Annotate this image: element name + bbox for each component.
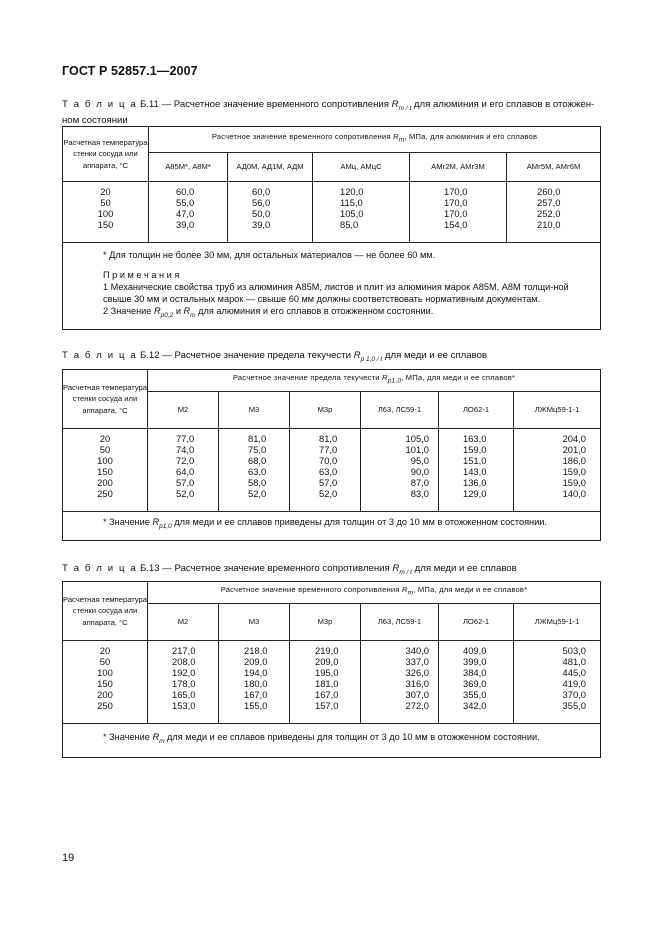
value-column: 217,0 208,0 192,0 178,0 165,0 153,0 <box>148 641 219 724</box>
page-header: ГОСТ Р 52857.1—2007 <box>62 64 198 78</box>
caption-tail: для меди и ее сплавов <box>411 563 517 574</box>
value-column: 218,0 209,0 194,0 180,0 167,0 155,0 <box>219 641 290 724</box>
span-header: Расчетное значение временного сопротивления $R_m$, МПа, для меди и ее сплавов* <box>148 582 601 604</box>
value-column: 409,0 399,0 384,0 369,0 355,0 342,0 <box>439 641 514 724</box>
table-notes <box>63 243 601 330</box>
footnote: * Для толщин не более 30 мм, для остальных материалов — не более 60 мм. <box>103 250 436 260</box>
temp-header: Расчетная температура стенки сосуда или аппарата, °С <box>63 370 148 429</box>
column-header: ЛЖМц59-1-1 <box>514 392 601 429</box>
table-notes <box>63 724 601 758</box>
caption-text: Б.12 — Расчетное значение предела текучести <box>139 350 351 361</box>
column-header: М3 <box>219 604 290 641</box>
table-b11-caption <box>62 99 602 128</box>
temperature-column: 20 50 100 150 200 250 <box>63 641 148 724</box>
column-header: М2 <box>148 604 219 641</box>
value-column: 204,0 201,0 186,0 159,0 159,0 140,0 <box>514 429 601 512</box>
caption-tail: для алюминия и его сплавов в отожжен- <box>411 99 595 110</box>
value-column: 60,0 55,0 47,0 39,0 <box>149 182 228 243</box>
column-header: ЛО62-1 <box>439 604 514 641</box>
caption-label: Т а б л и ц а <box>62 563 138 574</box>
column-header: Л63, ЛС59-1 <box>361 604 439 641</box>
column-header: М3р <box>290 604 361 641</box>
column-header: М3 <box>219 392 290 429</box>
footnote: * Значение $R_m$ для меди и ее сплавов приведены для толщин от 3 до 10 мм в отожженном состоянии. <box>103 731 540 745</box>
table-b12-caption <box>62 350 602 366</box>
table-b13-caption <box>62 563 602 579</box>
page-number: 19 <box>62 852 75 864</box>
caption-text: Б.13 — Расчетное значение временного сопротивления <box>139 563 390 574</box>
value-column: 170,0 170,0 170,0 154,0 <box>410 182 507 243</box>
caption-tail-line2: ном состоянии <box>62 115 128 127</box>
caption-label: Т а б л и ц а <box>62 350 138 361</box>
value-column: 81,0 77,0 70,0 63,0 57,0 52,0 <box>290 429 361 512</box>
column-header: АМц, АМцС <box>313 153 410 182</box>
note-1: 1 Механические свойства труб из алюминия А85М, листов и плит из алюминия марок А85М, А8М толщи-ной свыше 30 мм и остальных марок — свыше 60 мм должны соответствовать нормативным документам. <box>103 282 569 304</box>
temp-header: Расчетная температура стенки сосуда или аппарата, °С <box>63 582 148 641</box>
value-column: 81,0 75,0 68,0 63,0 58,0 52,0 <box>219 429 290 512</box>
table-notes <box>63 512 601 541</box>
value-column: 105,0 101,0 95,0 90,0 87,0 83,0 <box>361 429 439 512</box>
value-column: 60,0 56,0 50,0 39,0 <box>228 182 313 243</box>
table-b12 <box>62 369 601 541</box>
column-header: АД0М, АД1М, АДМ <box>228 153 313 182</box>
note-2: 2 Значение $R_{p0,2}$ и $R_m$ для алюминия и его сплавов в отожженном состоянии. <box>103 306 434 319</box>
column-header: ЛЖМц59-1-1 <box>514 604 601 641</box>
column-header: М2 <box>148 392 219 429</box>
caption-subscript: p 1,0 / t <box>360 355 383 363</box>
caption-label: Т а б л и ц а <box>62 99 138 110</box>
column-header: Л63, ЛС59-1 <box>361 392 439 429</box>
temperature-column: 20 50 100 150 200 250 <box>63 429 148 512</box>
span-header: Расчетное значение временного сопротивления $R_m$, МПа, для алюминия и его сплавов <box>149 127 601 153</box>
caption-symbol: R <box>391 99 399 110</box>
table-b11 <box>62 126 601 330</box>
caption-tail: для меди и ее сплавов <box>382 350 488 361</box>
value-column: 503,0 481,0 445,0 419,0 370,0 355,0 <box>514 641 601 724</box>
column-header: ЛО62-1 <box>439 392 514 429</box>
value-column: 340,0 337,0 326,0 316,0 307,0 272,0 <box>361 641 439 724</box>
span-header: Расчетное значение предела текучести $R_{p1,0}$, МПа, для меди и ее сплавов* <box>148 370 601 392</box>
temperature-column: 20 50 100 150 <box>63 182 149 243</box>
caption-subscript: m / t <box>398 104 412 112</box>
caption-symbol: R <box>353 350 361 361</box>
footnote: * Значение $R_{p1,0}$ для меди и ее сплавов приведены для толщин от 3 до 10 мм в отожженном состоянии. <box>103 517 547 530</box>
table-b13 <box>62 581 601 758</box>
column-header: АМг5М, АМг6М <box>507 153 601 182</box>
value-column: 77,0 74,0 72,0 64,0 57,0 52,0 <box>148 429 219 512</box>
temp-header: Расчетная температура стенки сосуда или аппарата, °С <box>63 127 149 182</box>
notes-title: П р и м е ч а н и я <box>103 270 180 280</box>
caption-text: Б.11 — Расчетное значение временного сопротивления <box>139 99 389 110</box>
column-header: АМг2М, АМг3М <box>410 153 507 182</box>
value-column: 260,0 257,0 252,0 210,0 <box>507 182 601 243</box>
caption-subscript: m / t <box>399 568 412 576</box>
value-column: 163,0 159,0 151,0 143,0 136,0 129,0 <box>439 429 514 512</box>
value-column: 120,0 115,0 105,0 85,0 <box>313 182 410 243</box>
value-column: 219,0 209,0 195,0 181,0 167,0 157,0 <box>290 641 361 724</box>
column-header: М3р <box>290 392 361 429</box>
caption-symbol: R <box>392 563 400 574</box>
column-header: А85М*, А8М* <box>149 153 228 182</box>
